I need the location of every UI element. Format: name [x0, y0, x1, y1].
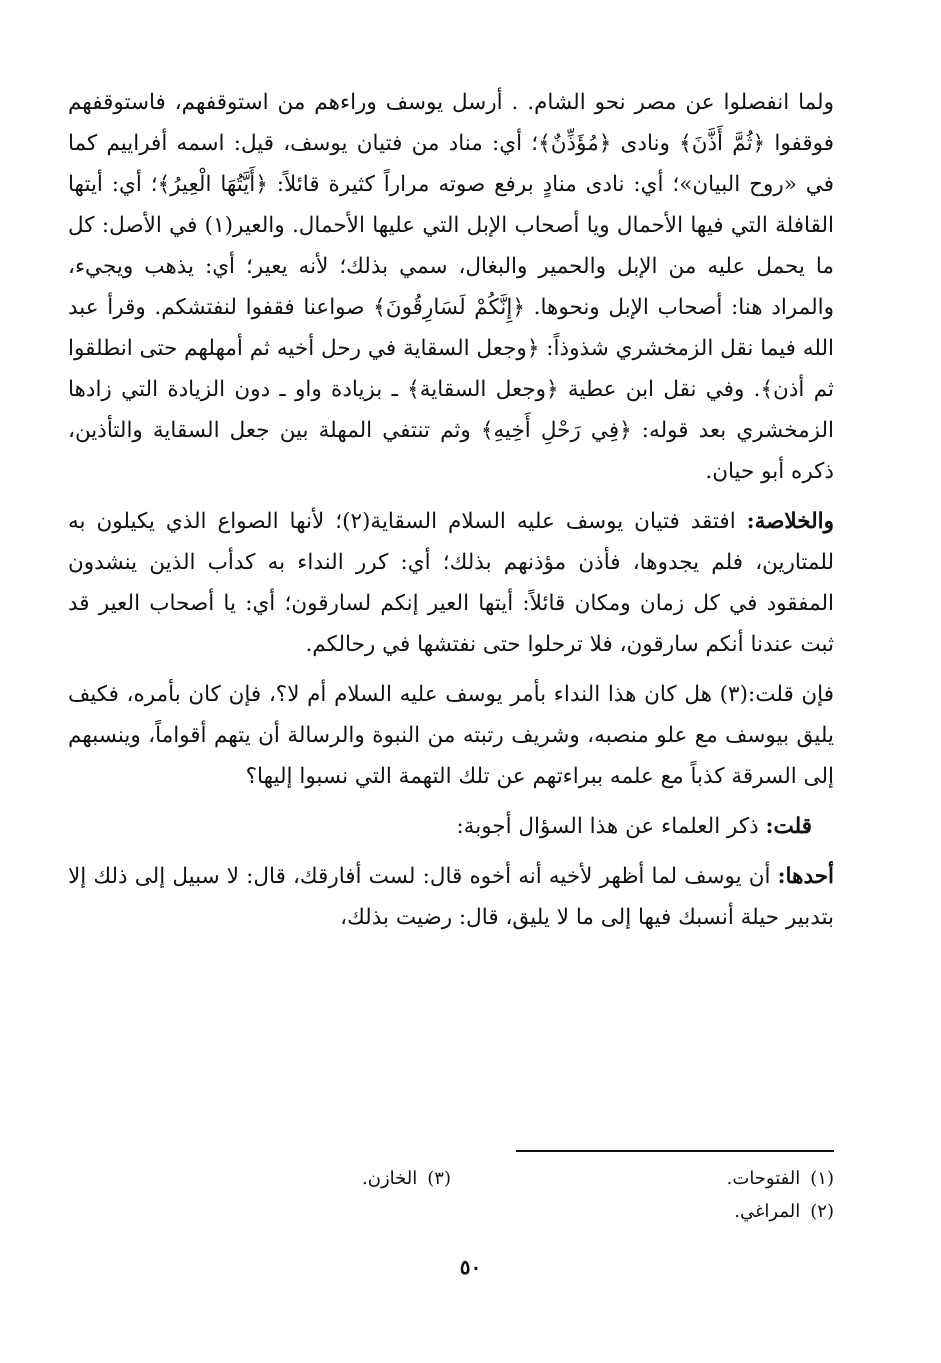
- paragraph-3: [68, 674, 834, 797]
- paragraph-2: [68, 501, 834, 665]
- footnote-row-1: [68, 1162, 834, 1195]
- paragraph-1: [68, 82, 834, 492]
- paragraph-4-lead: قلت:: [765, 814, 812, 839]
- paragraph-4: [68, 806, 834, 847]
- page-number: ٥٠: [459, 1255, 482, 1279]
- footnote-3-number: (٣): [427, 1168, 451, 1189]
- paragraph-3-text: فإن قلت:(٣) هل كان هذا النداء بأمر يوسف عليه السلام أم لا؟، فإن كان بأمره، فكيف يليق بيوسف مع علو منصبه، وشريف رتبته من النبوة والرسالة أن يتهم أقواماً، وينسبهم إلى السرقة كذباً مع علمه ببراءتهم عن تلك التهمة التي نسبوا إليها؟: [68, 682, 834, 789]
- footnote-1-text: الفتوحات.: [726, 1168, 801, 1189]
- paragraph-1-text: ولما انفصلوا عن مصر نحو الشام. . أرسل يوسف وراءهم من استوقفهم، فاستوقفهم فوقفوا ﴿ثُمَّ أَذَّنَ﴾ ونادى ﴿مُؤَذِّنٌ﴾؛ أي: مناد من فتيان يوسف، قيل: اسمه أفراييم كما في «روح البيان»؛ أي: نادى منادٍ برفع صوته مراراً كثيرة قائلاً: ﴿أَيَّتُهَا الْعِيرُ﴾؛ أي: أيتها القافلة التي فيها الأحمال ويا أصحاب الإبل التي عليها الأحمال. والعير(١) في الأصل: كل ما يحمل عليه من الإبل والحمير والبغال، سمي بذلك؛ لأنه يعير؛ أي: يذهب ويجيء، والمراد هنا: أصحاب الإبل ونحوها. ﴿إِنَّكُمْ لَسَارِقُونَ﴾ صواعنا فقفوا لنفتشكم. وقرأ عبد الله فيما نقل الزمخشري شذوذاً: ﴿وجعل السقاية في رحل أخيه ثم أمهلهم حتى انطلقوا ثم أذن﴾. وفي نقل ابن عطية ﴿وجعل السقاية﴾ ـ بزيادة واو ـ دون الزيادة التي زادها الزمخشري بعد قوله: ﴿فِي رَحْلِ أَخِيهِ﴾ وثم تنتفي المهلة بين جعل السقاية والتأذين، ذكره أبو حيان.: [68, 90, 835, 484]
- footnote-2: [451, 1195, 834, 1228]
- paragraph-2-text: افتقد فتيان يوسف عليه السلام السقاية(٢)؛ لأنها الصواع الذي يكيلون به للمتارين، فلم يجدوها، فأذن مؤذنهم بذلك؛ أي: كرر النداء به كدأب الذين ينشدون المفقود في كل زمان ومكان قائلاً: أيتها العير إنكم لسارقون؛ أي: يا أصحاب العير قد ثبت عندنا أنكم سارقون، فلا ترحلوا حتى نفتشها في رحالكم.: [68, 509, 834, 657]
- paragraph-2-lead: والخلاصة:: [746, 509, 834, 534]
- footnote-row-2: [68, 1195, 834, 1228]
- footnote-3-text: الخازن.: [362, 1168, 418, 1189]
- footnote-divider: [516, 1150, 834, 1152]
- footnotes: [68, 1162, 834, 1228]
- footnote-3: [68, 1162, 451, 1195]
- paragraph-4-text: ذكر العلماء عن هذا السؤال أجوبة:: [456, 814, 766, 839]
- paragraph-5-lead: أحدها:: [777, 864, 834, 889]
- footnote-1-number: (١): [810, 1168, 834, 1189]
- paragraph-5: [68, 856, 834, 938]
- paragraph-5-text: أن يوسف لما أظهر لأخيه أنه أخوه قال: لست أفارقك، قال: لا سبيل إلى ذلك إلا بتدبير حيلة أنسبك فيها إلى ما لا يليق، قال: رضيت بذلك،: [68, 864, 834, 930]
- footnote-2-number: (٢): [810, 1201, 834, 1222]
- footnote-2-text: المراغي.: [734, 1201, 801, 1222]
- footnote-1: [451, 1162, 834, 1195]
